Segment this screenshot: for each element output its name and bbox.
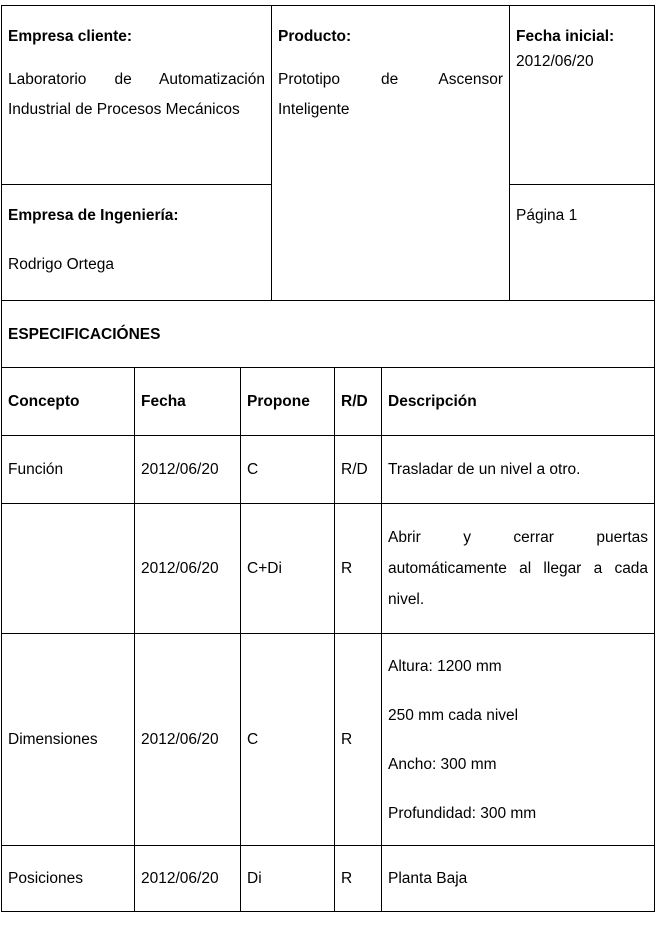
cell-concepto — [2, 504, 135, 634]
client-value: Laboratorio de Automatización Industrial de Procesos Mecánicos — [8, 71, 265, 118]
cell-descripcion: Planta Baja — [382, 846, 655, 912]
cell-fecha: 2012/06/20 — [135, 504, 241, 634]
cell-propone: C+Di — [241, 504, 335, 634]
cell-rd: R/D — [335, 436, 382, 504]
cell-fecha: 2012/06/20 — [135, 846, 241, 912]
date-label: Fecha inicial: — [516, 28, 615, 45]
cell-fecha: 2012/06/20 — [135, 634, 241, 846]
cell-propone: Di — [241, 846, 335, 912]
cell-concepto: Posiciones — [2, 846, 135, 912]
cell-rd: R — [335, 846, 382, 912]
client-label: Empresa cliente: — [8, 28, 133, 45]
product-label: Producto: — [278, 28, 352, 45]
col-header-concepto: Concepto — [2, 368, 135, 436]
cell-propone: C — [241, 634, 335, 846]
table-row — [2, 846, 655, 912]
col-header-fecha: Fecha — [135, 368, 241, 436]
engineering-label: Empresa de Ingeniería: — [8, 207, 179, 224]
cell-rd: R — [335, 504, 382, 634]
descripcion-line: 250 mm cada nivel — [388, 706, 519, 724]
specs-title: ESPECIFICACIÓNES — [2, 301, 655, 368]
cell-concepto: Dimensiones — [2, 634, 135, 846]
cell-rd: R — [335, 634, 382, 846]
product-value: Prototipo de Ascensor Inteligente — [278, 71, 503, 118]
cell-descripcion: Trasladar de un nivel a otro. — [382, 436, 655, 504]
cell-fecha: 2012/06/20 — [135, 436, 241, 504]
table-row — [2, 634, 655, 846]
date-value: 2012/06/20 — [516, 53, 594, 70]
descripcion-line: Altura: 1200 mm — [388, 657, 502, 675]
client-cell — [2, 6, 272, 185]
cell-descripcion — [382, 634, 655, 846]
engineering-value: Rodrigo Ortega — [8, 256, 114, 273]
descripcion-line: Ancho: 300 mm — [388, 755, 497, 773]
page-number: Página 1 — [516, 207, 578, 224]
engineering-cell — [2, 185, 272, 301]
col-header-propone: Propone — [241, 368, 335, 436]
table-row — [2, 504, 655, 634]
cell-propone: C — [241, 436, 335, 504]
col-header-rd: R/D — [335, 368, 382, 436]
header-table — [1, 5, 655, 301]
specs-table — [1, 300, 655, 912]
descripcion-line: Profundidad: 300 mm — [388, 804, 537, 822]
cell-concepto: Función — [2, 436, 135, 504]
cell-descripcion: Abrir y cerrar puertas automáticamente al llegar a cada nivel. — [382, 504, 655, 634]
date-cell — [510, 6, 655, 185]
col-header-descripcion: Descripción — [382, 368, 655, 436]
table-row — [2, 436, 655, 504]
specs-header-row — [2, 368, 655, 436]
product-cell — [272, 6, 510, 301]
page-cell — [510, 185, 655, 301]
spec-document — [1, 5, 654, 912]
